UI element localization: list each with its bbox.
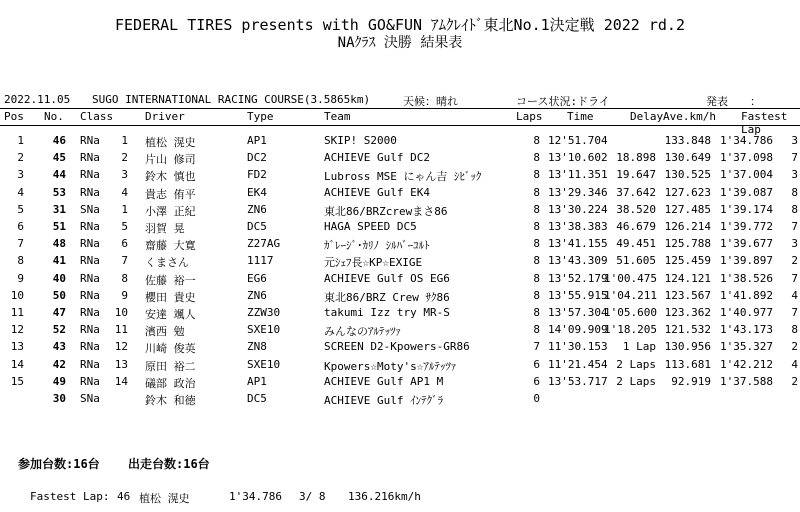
cell-team: 東北86/BRZcrewまさ86 bbox=[324, 204, 448, 218]
cell-team: ｶﾞﾚｰｼﾞ･ｶﾘﾉ ｼﾙﾊﾞｰｺﾙﾄ bbox=[324, 239, 430, 253]
cell-pos: 13 bbox=[10, 340, 24, 354]
cell-fastest: 1'40.977 bbox=[720, 306, 773, 319]
cell-fastest: 1'39.087 bbox=[720, 185, 773, 199]
cell-type: ZZW30 bbox=[247, 306, 281, 319]
cell-cpos: 11 bbox=[114, 323, 128, 337]
cell-flap: 3 bbox=[791, 237, 798, 251]
cell-team: みんなのｱﾙﾃｯﾂｧ bbox=[324, 325, 401, 339]
cell-cpos: 3 bbox=[121, 168, 128, 182]
cell-laps: 6 bbox=[533, 374, 540, 388]
cell-team: ACHIEVE Gulf DC2 bbox=[324, 151, 430, 165]
cell-ave: 130.525 bbox=[664, 168, 711, 182]
cell-no: 48 bbox=[52, 237, 66, 251]
fastest-lap-speed: 136.216km/h bbox=[348, 490, 421, 503]
starters-count: 出走台数:16台 bbox=[128, 457, 210, 471]
cell-type: SXE10 bbox=[247, 357, 281, 371]
cell-fastest: 1'39.772 bbox=[720, 220, 773, 233]
cell-fastest: 1'38.526 bbox=[720, 271, 773, 285]
cell-laps: 8 bbox=[533, 202, 540, 216]
cell-flap: 4 bbox=[791, 357, 798, 371]
cell-cls: RNa bbox=[80, 357, 100, 371]
cell-time: 13'29.346 bbox=[548, 185, 608, 199]
cell-no: 47 bbox=[52, 306, 66, 319]
cell-pos: 9 bbox=[17, 271, 24, 285]
table-row bbox=[0, 254, 800, 271]
cell-cls: RNa bbox=[80, 237, 100, 251]
cell-cpos: 12 bbox=[114, 340, 128, 354]
cell-laps: 8 bbox=[533, 288, 540, 302]
cell-type: 1117 bbox=[247, 254, 274, 268]
cell-flap: 4 bbox=[791, 288, 798, 302]
cell-delay: 51.605 bbox=[616, 254, 656, 268]
cell-type: DC5 bbox=[247, 392, 267, 405]
table-row bbox=[0, 203, 800, 220]
cell-team: ACHIEVE Gulf EK4 bbox=[324, 185, 430, 199]
cell-fastest: 1'39.677 bbox=[720, 237, 773, 251]
cell-no: 42 bbox=[52, 357, 66, 371]
table-row bbox=[0, 358, 800, 375]
cell-flap: 2 bbox=[791, 340, 798, 354]
cell-flap: 2 bbox=[791, 374, 798, 388]
cell-laps: 8 bbox=[533, 185, 540, 199]
cell-flap: 2 bbox=[791, 254, 798, 268]
cell-driver: 齋藤 大寛 bbox=[145, 239, 196, 253]
cell-time: 14'09.909 bbox=[548, 323, 608, 337]
cell-driver: 礒部 政治 bbox=[145, 376, 196, 390]
cell-driver: 羽賀 晃 bbox=[145, 222, 185, 235]
cell-laps: 8 bbox=[533, 168, 540, 182]
cell-cls: RNa bbox=[80, 374, 100, 388]
cell-team: SCREEN D2-Kpowers-GR86 bbox=[324, 340, 470, 354]
cell-delay: 19.647 bbox=[616, 168, 656, 182]
cell-delay: 37.642 bbox=[616, 185, 656, 199]
cell-type: FD2 bbox=[247, 168, 267, 182]
cell-pos: 5 bbox=[17, 202, 24, 216]
cell-team: SKIP! S2000 bbox=[324, 134, 397, 147]
cell-delay: 1'05.600 bbox=[604, 306, 657, 319]
fastest-lap-label: Fastest Lap: bbox=[30, 490, 110, 503]
cell-type: EG6 bbox=[247, 271, 267, 285]
table-row bbox=[0, 237, 800, 254]
cell-ave: 130.956 bbox=[664, 340, 711, 354]
cell-no: 50 bbox=[52, 288, 66, 302]
cell-cpos: 9 bbox=[121, 288, 128, 302]
cell-pos: 7 bbox=[17, 237, 24, 251]
fastest-lap-time: 1'34.786 bbox=[229, 490, 282, 503]
cell-fastest: 1'39.897 bbox=[720, 254, 773, 268]
cell-type: Z27AG bbox=[247, 237, 281, 251]
cell-type: ZN8 bbox=[247, 340, 267, 354]
cell-cls: RNa bbox=[80, 151, 100, 165]
race-date: 2022.11.05 bbox=[4, 93, 71, 106]
cell-delay: 46.679 bbox=[616, 220, 656, 233]
cell-time: 11'21.454 bbox=[548, 357, 608, 371]
cell-delay: 38.520 bbox=[616, 202, 656, 216]
cell-delay: 49.451 bbox=[616, 237, 656, 251]
cell-time: 13'52.179 bbox=[548, 271, 608, 285]
cell-ave: 127.623 bbox=[664, 185, 711, 199]
course-condition: コース状況:ドライ bbox=[516, 95, 610, 108]
cell-cls: RNa bbox=[80, 220, 100, 233]
cell-flap: 7 bbox=[791, 151, 798, 165]
cell-pos: 3 bbox=[17, 168, 24, 182]
cell-driver: 佐藤 裕一 bbox=[145, 273, 196, 287]
cell-type: ZN6 bbox=[247, 202, 267, 216]
cell-team: ACHIEVE Gulf AP1 M bbox=[324, 374, 444, 388]
cell-laps: 6 bbox=[533, 357, 540, 371]
cell-driver: 鈴木 慎也 bbox=[145, 170, 196, 184]
cell-pos: 8 bbox=[17, 254, 24, 268]
cell-pos: 1 bbox=[17, 134, 24, 147]
cell-driver: 植松 滉史 bbox=[145, 136, 196, 149]
cell-ave: 121.532 bbox=[664, 323, 711, 337]
cell-time: 13'43.309 bbox=[548, 254, 608, 268]
cell-cls: RNa bbox=[80, 306, 100, 319]
cell-laps: 8 bbox=[533, 323, 540, 337]
header-laps: Laps bbox=[516, 110, 543, 123]
cell-cls: SNa bbox=[80, 392, 100, 405]
table-row bbox=[0, 375, 800, 392]
cell-fastest: 1'34.786 bbox=[720, 134, 773, 147]
cell-delay: 1'04.211 bbox=[604, 288, 657, 302]
table-row bbox=[0, 289, 800, 306]
table-row bbox=[0, 392, 800, 409]
cell-cls: SNa bbox=[80, 202, 100, 216]
cell-cls: RNa bbox=[80, 168, 100, 182]
cell-ave: 92.919 bbox=[671, 374, 711, 388]
cell-delay: 1'18.205 bbox=[604, 323, 657, 337]
header-delay: Delay bbox=[630, 110, 664, 123]
cell-ave: 125.459 bbox=[664, 254, 711, 268]
fastest-lap-driver: 植松 滉史 bbox=[139, 492, 190, 505]
cell-flap: 7 bbox=[791, 271, 798, 285]
cell-type: SXE10 bbox=[247, 323, 281, 337]
cell-laps: 7 bbox=[533, 340, 540, 354]
report-subtitle: NAｸﾗｽ 決勝 結果表 bbox=[337, 35, 463, 51]
table-row bbox=[0, 134, 800, 151]
table-row bbox=[0, 186, 800, 203]
cell-driver: 川崎 俊英 bbox=[145, 342, 196, 356]
cell-cls: RNa bbox=[80, 271, 100, 285]
cell-no: 46 bbox=[52, 134, 66, 147]
announce-time: 発表 ： bbox=[706, 95, 767, 108]
weather: 天候：晴れ bbox=[403, 95, 458, 108]
cell-driver: 小澤 正紀 bbox=[145, 204, 196, 218]
cell-fastest: 1'39.174 bbox=[720, 202, 773, 216]
cell-cpos: 8 bbox=[121, 271, 128, 285]
cell-driver: くまさん bbox=[145, 256, 189, 270]
cell-flap: 7 bbox=[791, 306, 798, 319]
cell-type: ZN6 bbox=[247, 288, 267, 302]
cell-ave: 133.848 bbox=[664, 134, 711, 147]
cell-no: 52 bbox=[52, 323, 66, 337]
cell-pos: 15 bbox=[10, 374, 24, 388]
cell-no: 49 bbox=[52, 374, 66, 388]
table-row bbox=[0, 272, 800, 289]
table-row bbox=[0, 151, 800, 168]
cell-time: 12'51.704 bbox=[548, 134, 608, 147]
table-row bbox=[0, 220, 800, 237]
cell-fastest: 1'37.098 bbox=[720, 151, 773, 165]
table-row bbox=[0, 323, 800, 340]
cell-pos: 14 bbox=[10, 357, 24, 371]
cell-cls: RNa bbox=[80, 323, 100, 337]
report-title: FEDERAL TIRES presents with GO&FUN ｱﾑｸﾚｲﾄﾞ東北No.1決定戦 2022 rd.2 bbox=[114, 16, 685, 34]
cell-ave: 123.567 bbox=[664, 288, 711, 302]
cell-time: 13'11.351 bbox=[548, 168, 608, 182]
cell-no: 40 bbox=[52, 271, 66, 285]
cell-flap: 7 bbox=[791, 220, 798, 233]
cell-type: DC5 bbox=[247, 220, 267, 233]
cell-pos: 6 bbox=[17, 220, 24, 233]
cell-delay: 2 Laps bbox=[616, 374, 656, 388]
cell-cpos: 14 bbox=[114, 374, 128, 388]
table-row bbox=[0, 340, 800, 357]
table-row bbox=[0, 306, 800, 323]
cell-delay: 2 Laps bbox=[616, 357, 656, 371]
cell-driver: 櫻田 貴史 bbox=[145, 290, 196, 304]
cell-delay: 1'00.475 bbox=[604, 271, 657, 285]
cell-flap: 8 bbox=[791, 202, 798, 216]
cell-cpos: 5 bbox=[121, 220, 128, 233]
fastest-lap-lap: 3/ 8 bbox=[299, 490, 326, 503]
cell-ave: 113.681 bbox=[664, 357, 711, 371]
header-driver: Driver bbox=[145, 110, 185, 123]
cell-team: 元ｼｪﾌ長☆KP☆EXIGE bbox=[324, 256, 423, 270]
cell-ave: 123.362 bbox=[664, 306, 711, 319]
cell-no: 53 bbox=[52, 185, 66, 199]
cell-ave: 124.121 bbox=[664, 271, 711, 285]
cell-no: 45 bbox=[52, 151, 66, 165]
cell-laps: 0 bbox=[533, 392, 540, 405]
cell-cls: RNa bbox=[80, 340, 100, 354]
cell-no: 41 bbox=[52, 254, 66, 268]
cell-cpos: 7 bbox=[121, 254, 128, 268]
cell-team: ACHIEVE Gulf OS EG6 bbox=[324, 271, 450, 285]
cell-fastest: 1'37.588 bbox=[720, 374, 773, 388]
cell-driver: 鈴木 和徳 bbox=[145, 394, 196, 407]
cell-pos: 10 bbox=[10, 288, 24, 302]
cell-time: 13'30.224 bbox=[548, 202, 608, 216]
cell-time: 11'30.153 bbox=[548, 340, 608, 354]
cell-cpos: 10 bbox=[114, 306, 128, 319]
header-time: Time bbox=[567, 110, 594, 123]
cell-cls: RNa bbox=[80, 185, 100, 199]
entries-count: 参加台数:16台 bbox=[18, 457, 100, 471]
header-pos: Pos bbox=[4, 110, 24, 123]
cell-flap: 3 bbox=[791, 168, 798, 182]
cell-driver: 濱西 勉 bbox=[145, 325, 185, 339]
cell-laps: 8 bbox=[533, 271, 540, 285]
cell-time: 13'55.915 bbox=[548, 288, 608, 302]
cell-team: takumi Izz try MR-S bbox=[324, 306, 450, 319]
cell-cls: RNa bbox=[80, 288, 100, 302]
cell-cpos: 6 bbox=[121, 237, 128, 251]
cell-no: 30 bbox=[52, 392, 66, 405]
cell-fastest: 1'37.004 bbox=[720, 168, 773, 182]
cell-cpos: 1 bbox=[121, 202, 128, 216]
cell-time: 13'53.717 bbox=[548, 374, 608, 388]
cell-fastest: 1'35.327 bbox=[720, 340, 773, 354]
course-name: SUGO INTERNATIONAL RACING COURSE(3.5865km) bbox=[92, 93, 371, 106]
cell-time: 13'10.602 bbox=[548, 151, 608, 165]
cell-pos: 4 bbox=[17, 185, 24, 199]
cell-type: AP1 bbox=[247, 374, 267, 388]
cell-laps: 8 bbox=[533, 254, 540, 268]
cell-time: 13'57.304 bbox=[548, 306, 608, 319]
header-top-rule bbox=[0, 108, 800, 109]
cell-cpos: 4 bbox=[121, 185, 128, 199]
cell-flap: 8 bbox=[791, 185, 798, 199]
cell-laps: 8 bbox=[533, 151, 540, 165]
cell-pos: 2 bbox=[17, 151, 24, 165]
cell-team: ACHIEVE Gulf ｲﾝﾃｸﾞﾗ bbox=[324, 394, 444, 407]
cell-ave: 130.649 bbox=[664, 151, 711, 165]
cell-delay: 1 Lap bbox=[622, 340, 656, 354]
cell-flap: 8 bbox=[791, 323, 798, 337]
cell-delay: 18.898 bbox=[616, 151, 656, 165]
cell-team: Lubross MSE にゃん吉 ｼﾋﾞｯｸ bbox=[324, 170, 482, 184]
cell-team: Kpowers☆Moty's☆ｱﾙﾃｯﾂｧ bbox=[324, 359, 457, 373]
cell-time: 13'38.383 bbox=[548, 220, 608, 233]
cell-cls: RNa bbox=[80, 134, 100, 147]
cell-flap: 3 bbox=[791, 134, 798, 147]
table-row bbox=[0, 168, 800, 185]
cell-fastest: 1'42.212 bbox=[720, 357, 773, 371]
cell-laps: 8 bbox=[533, 134, 540, 147]
cell-fastest: 1'43.173 bbox=[720, 323, 773, 337]
cell-no: 44 bbox=[52, 168, 66, 182]
header-no: No. bbox=[44, 110, 64, 123]
cell-ave: 125.788 bbox=[664, 237, 711, 251]
cell-cpos: 2 bbox=[121, 151, 128, 165]
cell-pos: 12 bbox=[10, 323, 24, 337]
header-class: Class bbox=[80, 110, 114, 123]
cell-no: 31 bbox=[52, 202, 66, 216]
cell-team: 東北86/BRZ Crew ｻｸ86 bbox=[324, 290, 450, 304]
cell-driver: 安達 颯人 bbox=[145, 308, 196, 321]
cell-laps: 8 bbox=[533, 220, 540, 233]
fastest-lap-no: 46 bbox=[117, 490, 131, 503]
cell-time: 13'41.155 bbox=[548, 237, 608, 251]
cell-ave: 126.214 bbox=[664, 220, 711, 233]
header-type: Type bbox=[247, 110, 274, 123]
cell-laps: 8 bbox=[533, 237, 540, 251]
cell-type: DC2 bbox=[247, 151, 267, 165]
cell-cpos: 1 bbox=[121, 134, 128, 147]
header-fastest: Fastest Lap bbox=[741, 110, 788, 136]
header-bottom-rule bbox=[0, 125, 800, 126]
cell-laps: 8 bbox=[533, 306, 540, 319]
header-ave: Ave.km/h bbox=[663, 110, 716, 123]
cell-type: EK4 bbox=[247, 185, 267, 199]
cell-driver: 貴志 侑平 bbox=[145, 187, 196, 201]
cell-cpos: 13 bbox=[114, 357, 128, 371]
cell-type: AP1 bbox=[247, 134, 267, 147]
cell-ave: 127.485 bbox=[664, 202, 711, 216]
cell-fastest: 1'41.892 bbox=[720, 288, 773, 302]
header-team: Team bbox=[324, 110, 351, 123]
cell-no: 51 bbox=[52, 220, 66, 233]
cell-driver: 原田 裕二 bbox=[145, 359, 196, 373]
cell-no: 43 bbox=[52, 340, 66, 354]
cell-pos: 11 bbox=[10, 306, 24, 319]
cell-driver: 片山 修司 bbox=[145, 153, 196, 167]
cell-team: HAGA SPEED DC5 bbox=[324, 220, 417, 233]
cell-cls: RNa bbox=[80, 254, 100, 268]
